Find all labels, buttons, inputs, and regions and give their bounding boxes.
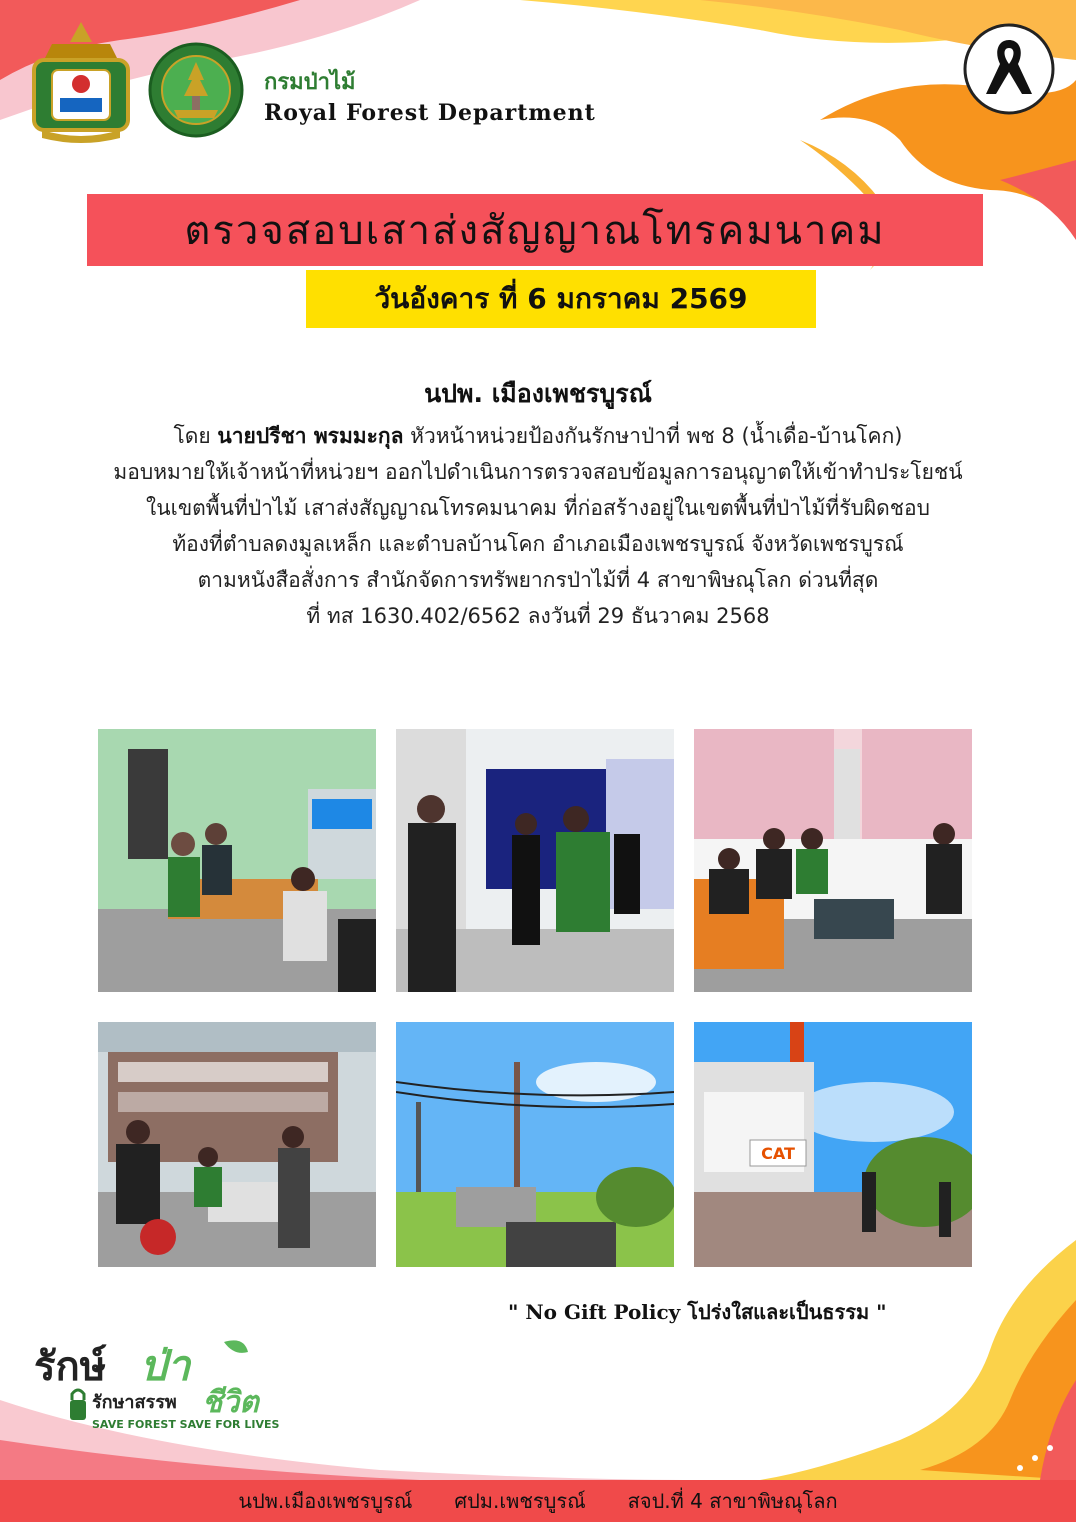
unit-heading: นปพ. เมืองเพชรบูรณ์: [424, 379, 652, 408]
ministry-emblem-logo: [22, 20, 140, 146]
footer-item-center: ศปม.เพชรบูรณ์: [454, 1489, 586, 1513]
photo-telecom-tower: [396, 1022, 674, 1267]
page-title-text: ตรวจสอบเสาส่งสัญญาณโทรคมนาคม: [184, 208, 886, 254]
body-line-1: [30, 418, 1046, 454]
photo-office-meeting: [98, 729, 376, 992]
campaign-text-3: รักษาสรรพ: [92, 1392, 177, 1413]
page-title: [87, 194, 983, 266]
dept-name-thai: กรมป่าไม้: [264, 69, 356, 95]
body-line-5: ตามหนังสือสั่งการ สำนักจัดการทรัพยากรป่าไม้ที่ 4 สาขาพิษณุโลก ด่วนที่สุด: [197, 568, 879, 592]
event-date-banner: [306, 270, 816, 328]
body-line-6: ที่ ทส 1630.402/6562 ลงวันที่ 29 ธันวาคม 2568: [306, 604, 770, 628]
no-gift-policy-slogan: " No Gift Policy โปร่งใสและเป็นธรรม ": [508, 1300, 887, 1324]
campaign-text-2: ป่า: [140, 1341, 191, 1390]
footer-item-office: สจป.ที่ 4 สาขาพิษณุโลก: [627, 1489, 838, 1513]
mourning-ribbon-icon: [962, 22, 1056, 116]
photo-lounge-meeting: [694, 729, 972, 992]
cat-sign-text: CAT: [761, 1144, 795, 1163]
footer-item-unit: นปพ.เมืองเพชรบูรณ์: [238, 1489, 413, 1513]
event-date-text: วันอังคาร ที่ 6 มกราคม 2569: [374, 282, 748, 315]
footer-bar: [0, 1480, 1076, 1522]
photo-tower-compound: [694, 1022, 972, 1267]
body-line-3: ในเขตพื้นที่ป่าไม้ เสาส่งสัญญาณโทรคมนาคม ที่ก่อสร้างอยู่ในเขตพื้นที่ป่าไม้ที่รับผิดชอบ: [146, 496, 930, 520]
body-line-2: มอบหมายให้เจ้าหน้าที่หน่วยฯ ออกไปดำเนินการตรวจสอบข้อมูลการอนุญาตให้เข้าทำประโยชน์: [113, 460, 963, 484]
save-forest-campaign-logo: [34, 1336, 294, 1436]
campaign-text-4: ชีวิต: [202, 1385, 259, 1420]
royal-forest-department-seal: [148, 40, 244, 140]
campaign-tagline: SAVE FOREST SAVE FOR LIVES: [92, 1418, 280, 1431]
photo-shop-visit: [98, 1022, 376, 1267]
campaign-text-1: รักษ์: [34, 1344, 107, 1390]
body-line-1-rest: หัวหน้าหน่วยป้องกันรักษาป่าที่ พช 8 (น้ำเดื่อ-บ้านโคก): [403, 424, 903, 448]
body-paragraph: [30, 418, 1046, 634]
photo-office-visit: [396, 729, 674, 992]
officer-name: นายปรีชา พรมมะกุล: [217, 424, 404, 448]
body-prefix: โดย: [173, 424, 218, 448]
dept-name-english: Royal Forest Department: [264, 100, 596, 126]
body-line-4: ท้องที่ตำบลดงมูลเหล็ก และตำบลบ้านโคก อำเภอเมืองเพชรบูรณ์ จังหวัดเพชรบูรณ์: [172, 532, 904, 556]
